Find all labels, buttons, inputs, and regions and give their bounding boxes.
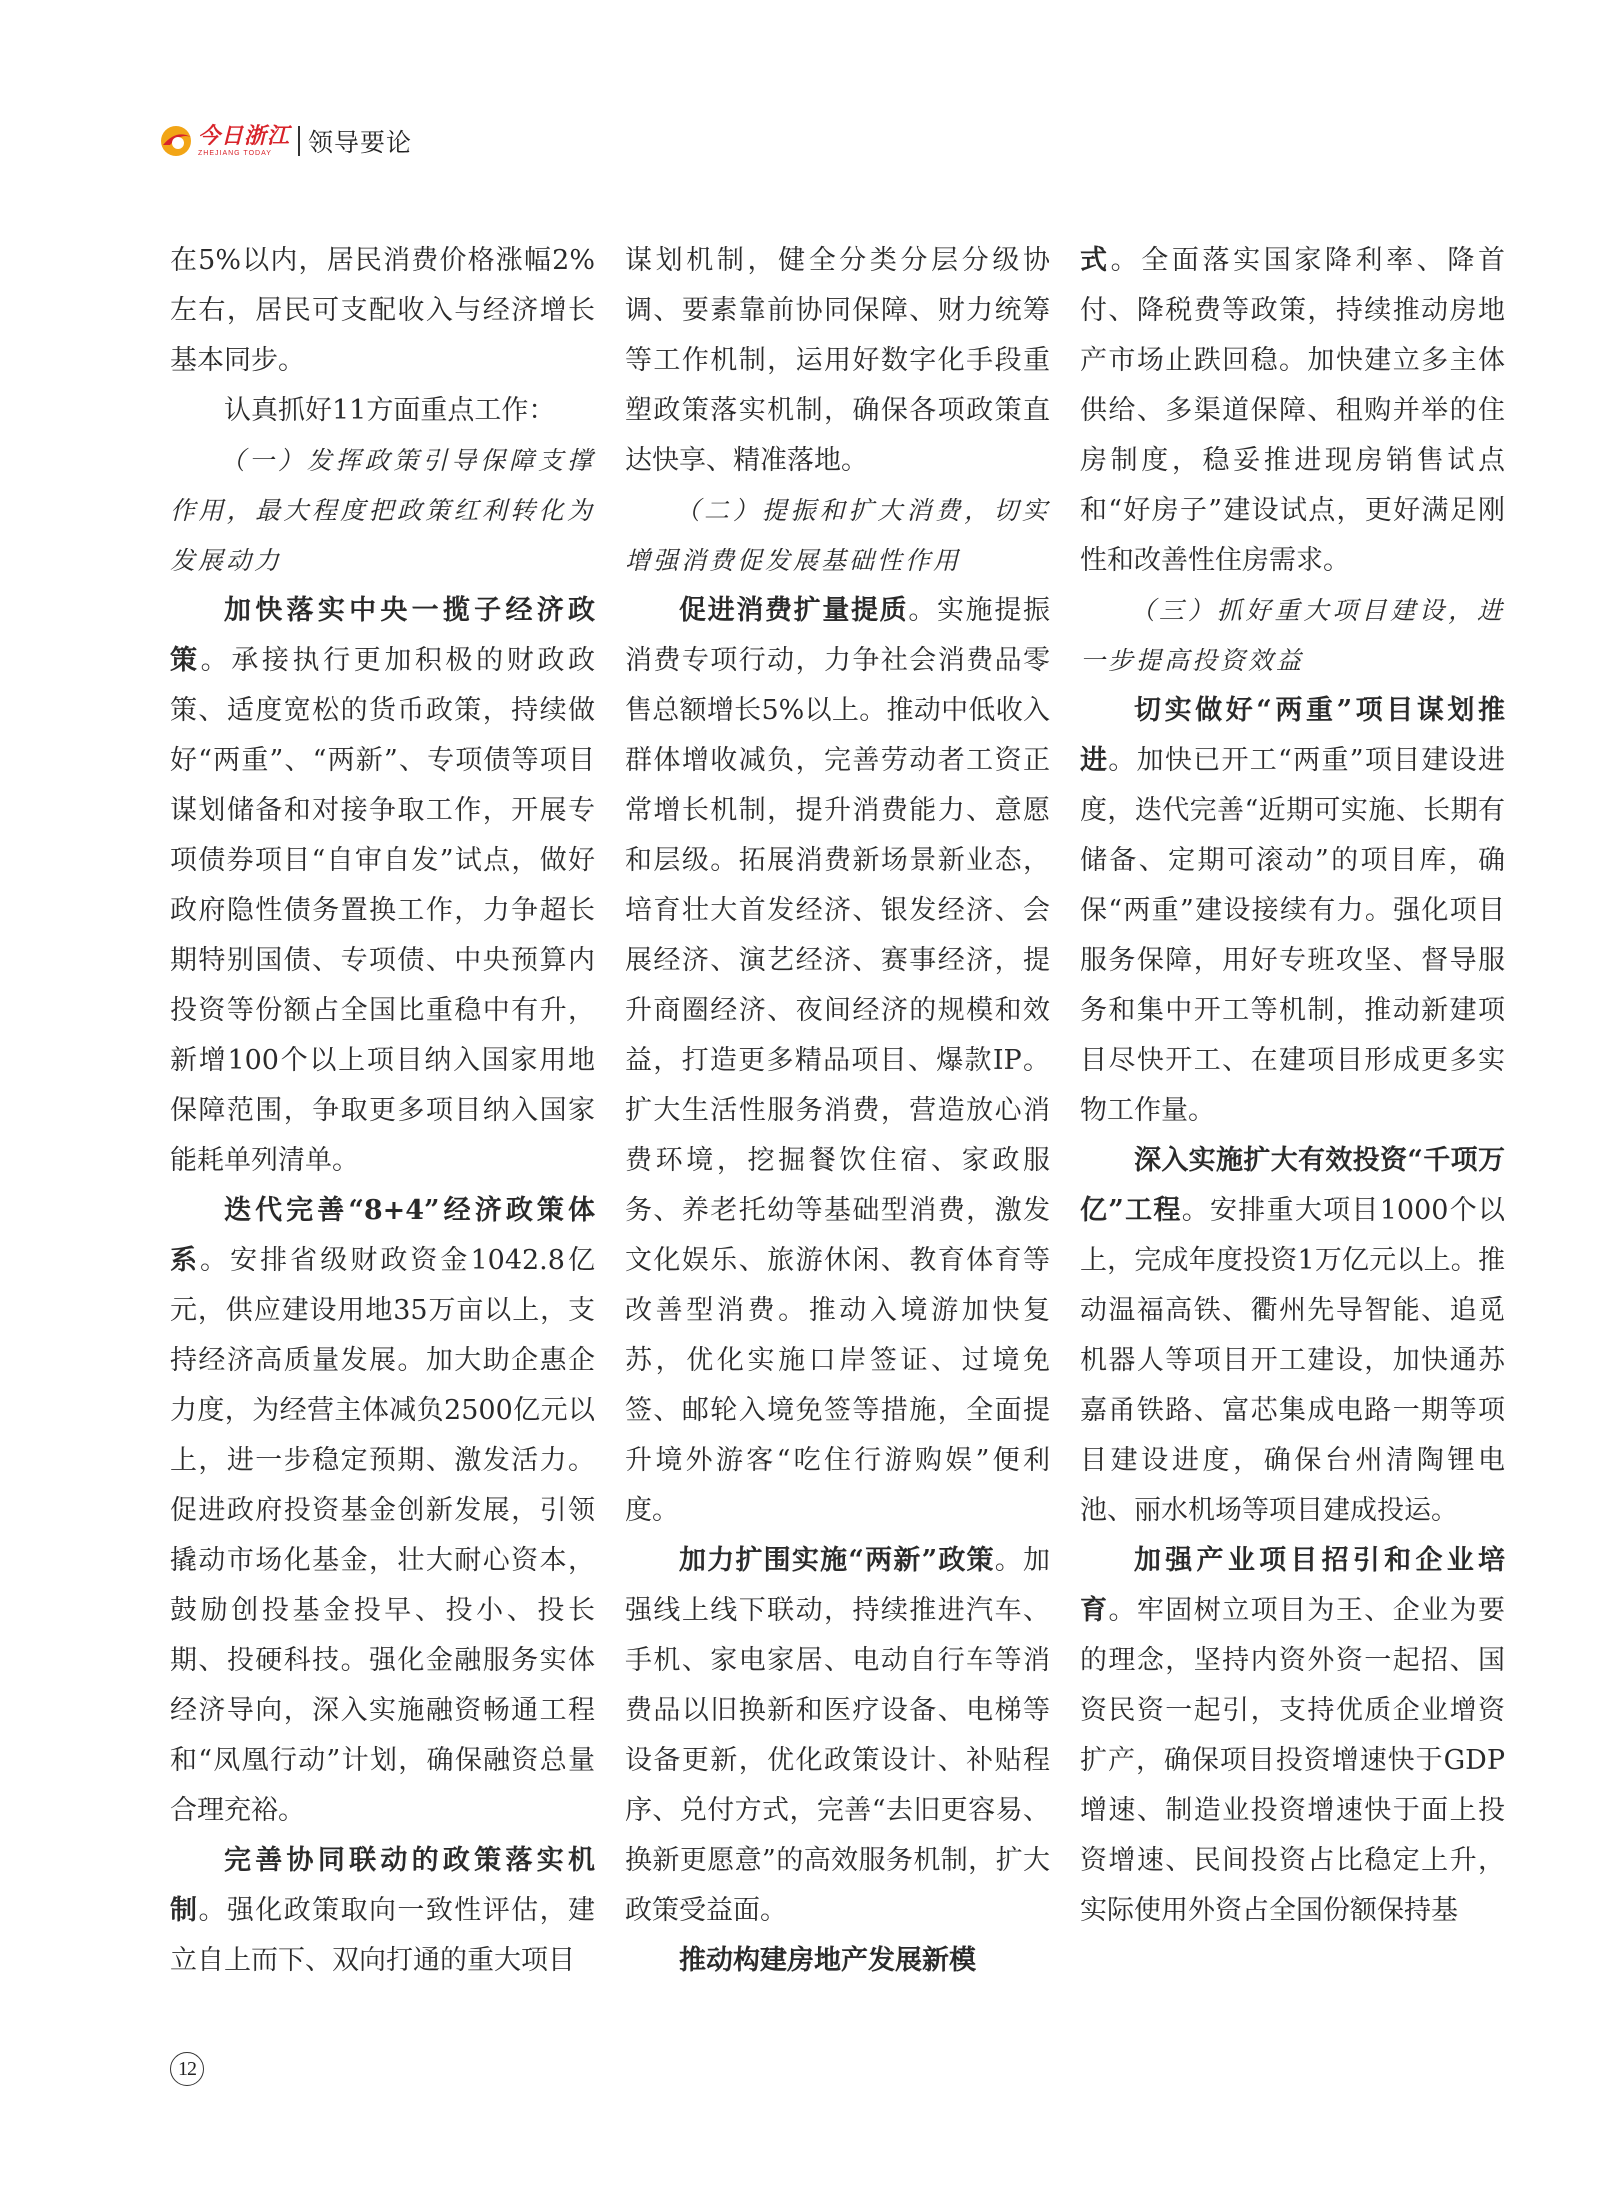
article-paragraph (170, 586, 595, 1186)
paragraph-lead: 加快落实中央一揽子经济政策 (170, 595, 595, 676)
brand-name-en: ZHEJIANG TODAY (198, 150, 272, 157)
article-paragraph (170, 1186, 595, 1836)
article-paragraph (170, 1836, 595, 1986)
paragraph-text: 。加快已开工“两重”项目建设进度，迭代完善“近期可实施、长期有储备、定期可滚动”的项目库，确保“两重”建设接续有力。强化项目服务保障，用好专班攻坚、督导服务和集中开工等机制，推动新建项目尽快开工、在建项目形成更多实物工作量。 (1080, 745, 1506, 1126)
paragraph-lead: 迭代完善“8+4”经济政策体系 (170, 1195, 595, 1276)
brand-name-cn: 今日浙江 (198, 123, 291, 149)
section-subheading (1080, 586, 1505, 686)
article-paragraph (625, 1936, 1050, 1986)
paragraph-text: 。牢固树立项目为王、企业为要的理念，坚持内资外资一起招、国资民资一起引，支持优质企业增资扩产，确保项目投资增速快于GDP增速、制造业投资增速快于面上投资增速、民间投资占比稳定上升，实际使用外资占全国份额保持基 (1080, 1595, 1506, 1926)
paragraph-text: 。强化政策取向一致性评估，建立自上而下、双向打通的重大项目 (170, 1895, 596, 1976)
section-subheading (625, 486, 1050, 586)
header-divider (298, 126, 300, 156)
paragraph-lead: 完善协同联动的政策落实机制 (170, 1845, 595, 1926)
paragraph-text: （二）提振和扩大消费，切实增强消费促发展基础性作用 (625, 496, 1050, 575)
column-1 (170, 236, 595, 1986)
article-paragraph (625, 236, 1050, 486)
paragraph-text: 。安排省级财政资金1042.8亿元，供应建设用地35万亩以上，支持经济高质量发展。加大助企惠企力度，为经营主体减负2500亿元以上，进一步稳定预期、激发活力。促进政府投资基金创新发展，引领撬动市场化基金，壮大耐心资本，鼓励创投基金投早、投小、投长期、投硬科技。强化金融服务实体经济导向，深入实施融资畅通工程和“凤凰行动”计划，确保融资总量合理充裕。 (170, 1245, 595, 1826)
section-subheading (170, 436, 595, 586)
paragraph-text: 。承接执行更加积极的财政政策、适度宽松的货币政策，持续做好“两重”、“两新”、专项债等项目谋划储备和对接争取工作，开展专项债券项目“自审自发”试点，做好政府隐性债务置换工作，力争超长期特别国债、专项债、中央预算内投资等份额占全国比重稳中有升，新增100个以上项目纳入国家用地保障范围，争取更多项目纳入国家能耗单列清单。 (170, 645, 596, 1176)
paragraph-text: 认真抓好11方面重点工作： (224, 395, 556, 426)
paragraph-text: 谋划机制，健全分类分层分级协调、要素靠前协同保障、财力统筹等工作机制，运用好数字化手段重塑政策落实机制，确保各项政策直达快享、精准落地。 (625, 245, 1050, 476)
article-paragraph (1080, 686, 1505, 1136)
paragraph-text: 。安排重大项目1000个以上，完成年度投资1万亿元以上。推动温福高铁、衢州先导智能、追觅机器人等项目开工建设，加快通苏嘉甬铁路、富芯集成电路一期等项目建设进度，确保台州清陶锂电池、丽水机场等项目建成投运。 (1080, 1195, 1505, 1526)
column-3 (1080, 236, 1505, 1936)
paragraph-lead: 加力扩围实施“两新”政策 (679, 1545, 995, 1576)
paragraph-lead: 促进消费扩量提质 (679, 595, 909, 626)
paragraph-lead: 式 (1080, 245, 1111, 276)
page-number: 12 (170, 2052, 204, 2086)
sun-logo-icon (158, 123, 194, 159)
paragraph-text: 。实施提振消费专项行动，力争社会消费品零售总额增长5%以上。推动中低收入群体增收减负，完善劳动者工资正常增长机制，提升消费能力、意愿和层级。拓展消费新场景新业态，培育壮大首发经济、银发经济、会展经济、演艺经济、赛事经济，提升商圈经济、夜间经济的规模和效益，打造更多精品项目、爆款IP。扩大生活性服务消费，营造放心消费环境，挖掘餐饮住宿、家政服务、养老托幼等基础型消费，激发文化娱乐、旅游休闲、教育体育等改善型消费。推动入境游加快复苏，优化实施口岸签证、过境免签、邮轮入境免签等措施，全面提升境外游客“吃住行游购娱”便利度。 (625, 595, 1051, 1526)
article-paragraph (1080, 236, 1505, 586)
paragraph-lead: 加强产业项目招引和企业培育 (1080, 1545, 1505, 1626)
article-paragraph (1080, 1136, 1505, 1536)
paragraph-text: 。全面落实国家降利率、降首付、降税费等政策，持续推动房地产市场止跌回稳。加快建立多主体供给、多渠道保障、租购并举的住房制度，稳妥推进现房销售试点和“好房子”建设试点，更好满足刚性和改善性住房需求。 (1080, 245, 1506, 576)
paragraph-text: 。加强线上线下联动，持续推进汽车、手机、家电家居、电动自行车等消费品以旧换新和医疗设备、电梯等设备更新，优化政策设计、补贴程序、兑付方式，完善“去旧更容易、换新更愿意”的高效服务机制，扩大政策受益面。 (625, 1545, 1051, 1926)
column-2 (625, 236, 1050, 1986)
article-paragraph (625, 586, 1050, 1536)
article-paragraph (170, 386, 595, 436)
section-title: 领导要论 (308, 128, 413, 157)
paragraph-text: 在5%以内，居民消费价格涨幅2%左右，居民可支配收入与经济增长基本同步。 (170, 245, 595, 376)
article-paragraph (625, 1536, 1050, 1936)
header (158, 116, 412, 166)
brand-logo (198, 125, 290, 157)
paragraph-text: （三）抓好重大项目建设，进一步提高投资效益 (1080, 596, 1505, 675)
article-paragraph (1080, 1536, 1505, 1936)
article-paragraph (170, 236, 595, 386)
paragraph-lead: 推动构建房地产发展新模 (679, 1945, 976, 1976)
paragraph-lead: 切实做好“两重”项目谋划推进 (1080, 695, 1505, 776)
paragraph-text: （一）发挥政策引导保障支撑作用，最大程度把政策红利转化为发展动力 (170, 446, 595, 575)
paragraph-lead: 深入实施扩大有效投资“千项万亿”工程 (1080, 1145, 1505, 1226)
